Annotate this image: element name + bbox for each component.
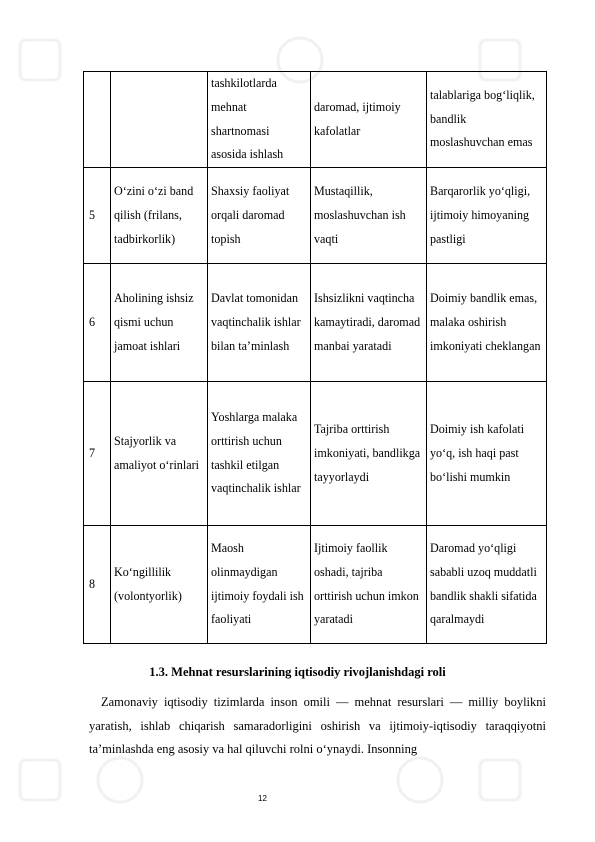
- table-row: [84, 264, 547, 382]
- table-cell: Doimiy bandlik emas, malaka oshirish imkoniyati cheklangan: [427, 264, 547, 382]
- table-row: [84, 382, 547, 526]
- section-heading: 1.3. Mehnat resurslarining iqtisodiy rivojlanishdagi roli: [149, 665, 446, 679]
- row-number-cell: 6: [84, 264, 111, 382]
- table-cell: Ko‘ngillilik (volontyorlik): [111, 526, 208, 644]
- table-cell: tashkilotlarda mehnat shartnomasi asosida ishlash: [208, 72, 311, 168]
- table-row: [84, 168, 547, 264]
- table-cell: daromad, ijtimoiy kafolatlar: [311, 72, 427, 168]
- comparison-table: [83, 71, 547, 644]
- table-row: [84, 526, 547, 644]
- table-cell: Ishsizlikni vaqtincha kamaytiradi, daromad manbai yaratadi: [311, 264, 427, 382]
- table-cell: Maosh olinmaydigan ijtimoiy foydali ish faoliyati: [208, 526, 311, 644]
- table-cell: Doimiy ish kafolati yo‘q, ish haqi past bo‘lishi mumkin: [427, 382, 547, 526]
- table-cell: Aholining ishsiz qismi uchun jamoat ishlari: [111, 264, 208, 382]
- table-cell: O‘zini o‘zi band qilish (frilans, tadbirkorlik): [111, 168, 208, 264]
- table-cell: Shaxsiy faoliyat orqali daromad topish: [208, 168, 311, 264]
- table-cell: talablariga bog‘liqlik, bandlik moslashuvchan emas: [427, 72, 547, 168]
- table-cell: Stajyorlik va amaliyot o‘rinlari: [111, 382, 208, 526]
- table-cell: [111, 72, 208, 168]
- table-cell: Davlat tomonidan vaqtinchalik ishlar bilan ta’minlash: [208, 264, 311, 382]
- row-number-cell: 5: [84, 168, 111, 264]
- row-number-cell: [84, 72, 111, 168]
- table-cell: Ijtimoiy faollik oshadi, tajriba orttirish uchun imkon yaratadi: [311, 526, 427, 644]
- table-cell: Tajriba orttirish imkoniyati, bandlikga tayyorlaydi: [311, 382, 427, 526]
- page-number: 12: [258, 794, 267, 803]
- table-row: [84, 72, 547, 168]
- row-number-cell: 7: [84, 382, 111, 526]
- body-paragraph: Zamonaviy iqtisodiy tizimlarda inson omili — mehnat resurslari — milliy boylikni yaratish, ishlab chiqarish samaradorligini oshirish va ijtimoiy-iqtisodiy taraqqiyotni ta’minlashda eng asosiy va hal qiluvchi rolni o‘ynaydi. Insonning: [89, 695, 546, 757]
- table-cell: Daromad yo‘qligi sababli uzoq muddatli bandlik shakli sifatida qaralmaydi: [427, 526, 547, 644]
- table-cell: Barqarorlik yo‘qligi, ijtimoiy himoyaning pastligi: [427, 168, 547, 264]
- table-cell: Yoshlarga malaka orttirish uchun tashkil etilgan vaqtinchalik ishlar: [208, 382, 311, 526]
- row-number-cell: 8: [84, 526, 111, 644]
- table-cell: Mustaqillik, moslashuvchan ish vaqti: [311, 168, 427, 264]
